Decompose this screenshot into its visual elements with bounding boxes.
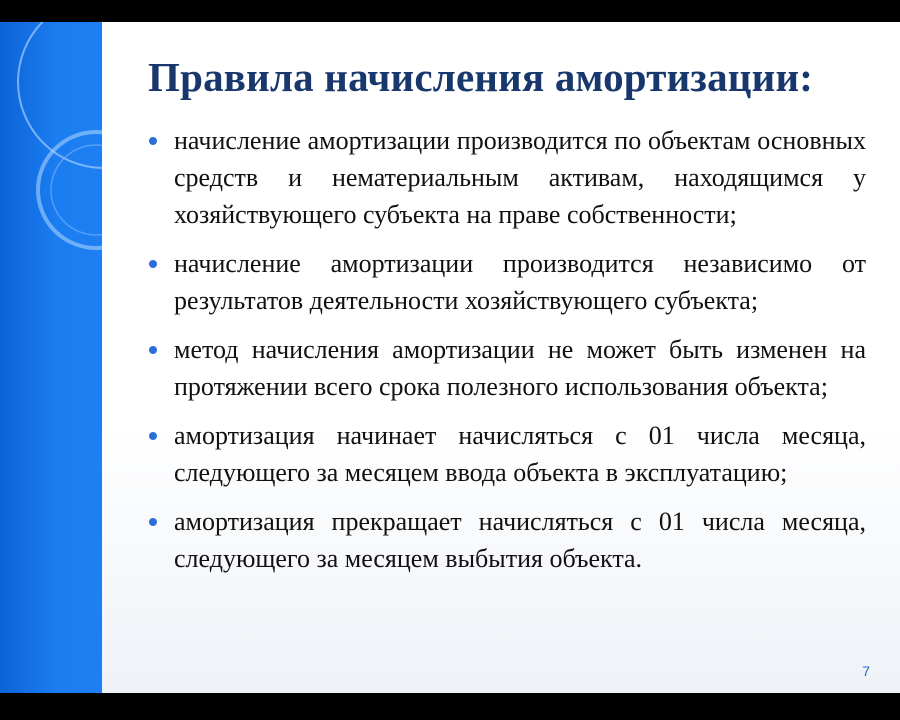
slide — [0, 22, 900, 693]
bullet-dot-icon — [149, 346, 157, 354]
bullet-text: начисление амортизации производится независимо от результатов деятельности хозяйствующего субъекта; — [174, 249, 866, 315]
bullet-item — [148, 245, 866, 319]
decorative-circles — [0, 22, 102, 693]
bullet-list — [148, 122, 866, 589]
bullet-dot-icon — [149, 518, 157, 526]
decorative-side-band — [0, 22, 102, 693]
bullet-item — [148, 503, 866, 577]
bullet-text: амортизация начинает начисляться с 01 числа месяца, следующего за месяцем ввода объекта в эксплуатацию; — [174, 421, 866, 487]
decorative-circle-medium — [38, 132, 102, 248]
bullet-item — [148, 122, 866, 233]
page-number: 7 — [862, 663, 870, 679]
bullet-dot-icon — [149, 137, 157, 145]
bullet-text: метод начисления амортизации не может быть изменен на протяжении всего срока полезного использования объекта; — [174, 335, 866, 401]
bullet-dot-icon — [149, 432, 157, 440]
slide-title: Правила начисления амортизации: — [148, 54, 814, 100]
bullet-item — [148, 417, 866, 491]
decorative-circle-inner — [51, 145, 102, 235]
bullet-dot-icon — [149, 260, 157, 268]
bullet-item — [148, 331, 866, 405]
bullet-text: амортизация прекращает начисляться с 01 числа месяца, следующего за месяцем выбытия объекта. — [174, 507, 866, 573]
bullet-text: начисление амортизации производится по объектам основных средств и нематериальным активам, находящимся у хозяйствующего субъекта на праве собственности; — [174, 126, 866, 229]
